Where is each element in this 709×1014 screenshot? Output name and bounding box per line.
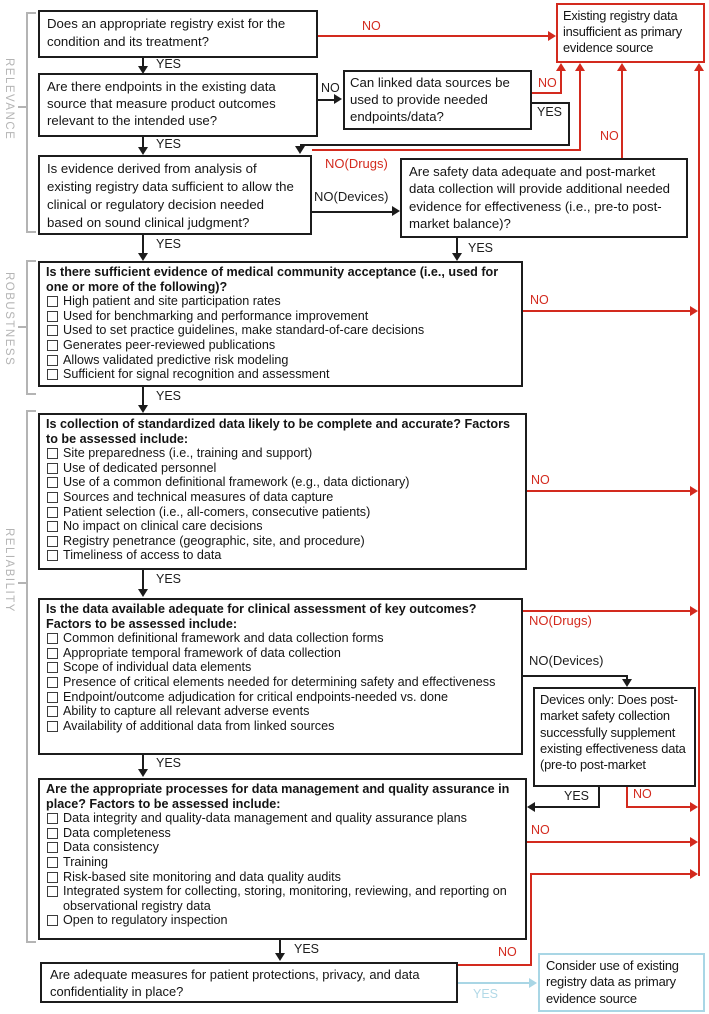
arrowhead-safety-no — [617, 63, 627, 71]
arrowhead-datamgmt-yes — [275, 953, 285, 961]
checklist-item: Used to set practice guidelines, make standard-of-care decisions — [46, 323, 515, 338]
arrowhead-evidence-nodevices — [392, 206, 400, 216]
arrowhead-registry-yes — [138, 66, 148, 74]
connector-devices-yes-seg1 — [598, 787, 600, 808]
edge-label-standardized-yes: YES — [156, 572, 182, 586]
edge-label-datamgmt-no: NO — [531, 823, 550, 837]
checkbox-icon — [47, 507, 58, 518]
checkbox-icon — [47, 340, 58, 351]
node-registry-exists: Does an appropriate registry exist for the condition and its treatment? — [38, 10, 318, 58]
bracket-robustness-stub — [18, 326, 26, 328]
checklist-item: Sources and technical measures of data capture — [46, 490, 519, 505]
bracket-reliability-top-tick — [26, 410, 36, 412]
arrowhead-endpoints-no — [334, 94, 342, 104]
connector-endpoints-no — [318, 99, 335, 101]
connector-standardized-no — [527, 490, 690, 492]
arrowhead-outcomes-nodevices — [622, 679, 632, 687]
edge-label-outcomes-nodrugs: NO(Drugs) — [529, 613, 592, 628]
arrowhead-linked-yes — [295, 146, 305, 154]
checklist-item: Presence of critical elements needed for determining safety and effectiveness — [46, 675, 515, 690]
bracket-reliability-bottom-tick — [26, 941, 36, 943]
connector-outcomes-nodevices-seg1 — [523, 675, 628, 677]
bracket-relevance-top-tick — [26, 12, 36, 14]
node-data-management — [38, 778, 527, 940]
edge-label-standardized-no: NO — [531, 473, 550, 487]
side-label-reliability: RELIABILITY — [3, 528, 15, 613]
checklist-item: Use of a common definitional framework (e.g., data dictionary) — [46, 475, 519, 490]
node-key-outcomes — [38, 598, 523, 755]
checkbox-icon — [47, 521, 58, 532]
edge-label-evidence-nodrugs: NO(Drugs) — [325, 156, 388, 171]
connector-linked-yes-seg2 — [568, 102, 570, 146]
connector-outcomes-nodrugs — [523, 610, 690, 612]
edge-label-outcomes-nodevices: NO(Devices) — [529, 653, 604, 668]
checkbox-icon — [47, 448, 58, 459]
connector-outcomes-yes — [142, 755, 144, 770]
arrowhead-datamgmt-no — [690, 837, 698, 847]
connector-devices-yes-seg2 — [535, 806, 600, 808]
edge-label-linked-yes: YES — [537, 105, 563, 119]
connector-linked-yes-seg3 — [300, 144, 570, 146]
checkbox-icon — [47, 706, 58, 717]
checklist-item: Generates peer-reviewed publications — [46, 338, 515, 353]
node-linked-sources: Can linked data sources be used to provide needed endpoints/data? — [343, 70, 532, 130]
edge-label-devices-yes: YES — [564, 789, 590, 803]
edge-label-protections-no: NO — [498, 945, 517, 959]
connector-registry-no — [318, 35, 548, 37]
arrowhead-acceptance-no — [690, 306, 698, 316]
checklist-item: Timeliness of access to data — [46, 548, 519, 563]
checklist-item: Data integrity and quality-data management and quality assurance plans — [46, 811, 519, 826]
checklist-item: No impact on clinical care decisions — [46, 519, 519, 534]
arrowhead-protections-no — [690, 869, 698, 879]
connector-protections-yes — [458, 982, 529, 984]
node-standardized-data-heading: Is collection of standardized data likely to be complete and accurate? Factors to be assessed include: — [46, 417, 510, 446]
arrowhead-acceptance-yes — [138, 405, 148, 413]
edge-label-safety-no: NO — [600, 129, 619, 143]
connector-linked-yes-seg1 — [532, 102, 570, 104]
node-insufficient-outcome: Existing registry data insufficient as primary evidence source — [556, 3, 705, 63]
checkbox-icon — [47, 677, 58, 688]
checkbox-icon — [47, 463, 58, 474]
checklist-item: Common definitional framework and data collection forms — [46, 631, 515, 646]
connector-evidence-nodrugs-seg2 — [579, 71, 581, 151]
bracket-robustness — [26, 260, 28, 395]
connector-linked-no-seg2 — [560, 71, 562, 94]
connector-devices-no-seg2 — [626, 806, 690, 808]
checklist-item: Patient selection (i.e., all-comers, consecutive patients) — [46, 505, 519, 520]
checkbox-icon — [47, 311, 58, 322]
checkbox-icon — [47, 842, 58, 853]
checklist-item: Use of dedicated personnel — [46, 461, 519, 476]
arrowhead-outcomes-yes — [138, 769, 148, 777]
node-data-management-heading: Are the appropriate processes for data management and quality assurance in place? Factors to be assessed include: — [46, 782, 510, 811]
checklist-item: Risk-based site monitoring and data quality audits — [46, 870, 519, 885]
edge-label-safety-yes: YES — [468, 241, 494, 255]
connector-devices-no-seg1 — [626, 787, 628, 808]
checkbox-icon — [47, 872, 58, 883]
connector-standardized-yes — [142, 570, 144, 590]
checkbox-icon — [47, 662, 58, 673]
connector-evidence-nodrugs-seg1 — [312, 149, 580, 151]
bracket-relevance-bottom-tick — [26, 231, 36, 233]
checklist-item: Site preparedness (i.e., training and support) — [46, 446, 519, 461]
edge-label-protections-yes: YES — [473, 987, 499, 1001]
edge-label-outcomes-yes: YES — [156, 756, 182, 770]
bracket-relevance-stub — [18, 106, 26, 108]
arrowhead-outcomes-nodrugs — [690, 606, 698, 616]
arrowhead-linked-no — [556, 63, 566, 71]
connector-protections-no-seg3 — [530, 873, 690, 875]
node-key-outcomes-heading: Is the data available adequate for clinical assessment of key outcomes? Factors to be assessed include: — [46, 602, 477, 631]
node-standardized-data — [38, 413, 527, 570]
arrowhead-devices-no — [690, 802, 698, 812]
checkbox-icon — [47, 325, 58, 336]
arrowhead-endpoints-yes — [138, 147, 148, 155]
checklist-item: Appropriate temporal framework of data collection — [46, 646, 515, 661]
connector-acceptance-yes — [142, 387, 144, 405]
node-community-acceptance-heading: Is there sufficient evidence of medical community acceptance (i.e., used for one or more of the following)? — [46, 265, 499, 294]
bracket-robustness-top-tick — [26, 260, 36, 262]
edge-label-acceptance-no: NO — [530, 293, 549, 307]
checklist-item: High patient and site participation rates — [46, 294, 515, 309]
arrowhead-standardized-no — [690, 486, 698, 496]
bracket-robustness-bottom-tick — [26, 393, 36, 395]
checklist-item: Used for benchmarking and performance improvement — [46, 309, 515, 324]
arrowhead-standardized-yes — [138, 589, 148, 597]
checkbox-icon — [47, 536, 58, 547]
bracket-reliability-stub — [18, 582, 26, 584]
arrowhead-evidence-nodrugs — [575, 63, 585, 71]
checklist-item: Open to regulatory inspection — [46, 913, 519, 928]
checklist-item: Ability to capture all relevant adverse events — [46, 704, 515, 719]
side-label-robustness: ROBUSTNESS — [3, 272, 15, 367]
node-consider-use: Consider use of existing registry data as primary evidence source — [538, 953, 705, 1012]
checkbox-icon — [47, 477, 58, 488]
connector-datamgmt-no — [527, 841, 690, 843]
connector-protections-no-seg1 — [458, 964, 532, 966]
arrowhead-main-red-rail — [694, 63, 704, 71]
checklist-item: Scope of individual data elements — [46, 660, 515, 675]
checklist-item: Integrated system for collecting, storing, monitoring, reviewing, and reporting on observational registry data — [46, 884, 519, 913]
checkbox-icon — [47, 692, 58, 703]
checkbox-icon — [47, 915, 58, 926]
connector-acceptance-no — [523, 310, 690, 312]
arrowhead-devices-yes — [527, 802, 535, 812]
checklist-item: Data consistency — [46, 840, 519, 855]
checklist-item: Sufficient for signal recognition and assessment — [46, 367, 515, 382]
edge-label-endpoints-no: NO — [321, 81, 340, 95]
checklist-item: Allows validated predictive risk modeling — [46, 353, 515, 368]
checklist-item: Registry penetrance (geographic, site, and procedure) — [46, 534, 519, 549]
checkbox-icon — [47, 550, 58, 561]
connector-main-red-rail — [698, 71, 700, 876]
edge-label-registry-no: NO — [362, 19, 381, 33]
node-community-acceptance — [38, 261, 523, 387]
checkbox-icon — [47, 828, 58, 839]
node-evidence-sufficient: Is evidence derived from analysis of existing registry data sufficient to allow the clinical or regulatory decision needed based on sound clinical judgment? — [38, 155, 312, 235]
checkbox-icon — [47, 296, 58, 307]
side-label-relevance: RELEVANCE — [3, 58, 15, 141]
checkbox-icon — [47, 633, 58, 644]
checkbox-icon — [47, 857, 58, 868]
connector-datamgmt-yes — [279, 940, 281, 954]
edge-label-linked-no: NO — [538, 76, 557, 90]
checkbox-icon — [47, 721, 58, 732]
edge-label-endpoints-yes: YES — [156, 137, 182, 151]
node-patient-protections: Are adequate measures for patient protections, privacy, and data confidentiality in place? — [40, 962, 458, 1003]
connector-linked-no-seg1 — [532, 92, 561, 94]
checkbox-icon — [47, 648, 58, 659]
checklist-item: Availability of additional data from linked sources — [46, 719, 515, 734]
arrowhead-protections-yes — [529, 978, 537, 988]
edge-label-devices-no: NO — [633, 787, 652, 801]
arrowhead-safety-yes — [452, 253, 462, 261]
connector-evidence-nodevices — [312, 211, 393, 213]
checkbox-icon — [47, 886, 58, 897]
edge-label-acceptance-yes: YES — [156, 389, 182, 403]
bracket-reliability — [26, 410, 28, 943]
connector-safety-no — [621, 71, 623, 158]
checklist-item: Training — [46, 855, 519, 870]
node-endpoints-exist: Are there endpoints in the existing data source that measure product outcomes relevant to the intended use? — [38, 73, 318, 137]
edge-label-datamgmt-yes: YES — [294, 942, 320, 956]
node-safety-adequate: Are safety data adequate and post-market data collection will provide additional needed evidence for effectiveness (i.e., pre-to post-market balance)? — [400, 158, 688, 238]
checkbox-icon — [47, 355, 58, 366]
connector-protections-no-seg2 — [530, 874, 532, 966]
arrowhead-registry-no — [548, 31, 556, 41]
checklist-item: Data completeness — [46, 826, 519, 841]
checkbox-icon — [47, 813, 58, 824]
edge-label-registry-yes: YES — [156, 57, 182, 71]
edge-label-evidence-nodevices: NO(Devices) — [314, 189, 389, 204]
edge-label-evidence-yes: YES — [156, 237, 182, 251]
checkbox-icon — [47, 369, 58, 380]
connector-evidence-yes — [142, 235, 144, 254]
arrowhead-evidence-yes — [138, 253, 148, 261]
checklist-item: Endpoint/outcome adjudication for critical endpoints-needed vs. done — [46, 690, 515, 705]
node-devices-only: Devices only: Does post-market safety collection successfully supplement existing effectiveness data (pre-to post-market — [533, 687, 696, 787]
connector-safety-yes — [456, 238, 458, 254]
bracket-relevance — [26, 12, 28, 233]
checkbox-icon — [47, 492, 58, 503]
